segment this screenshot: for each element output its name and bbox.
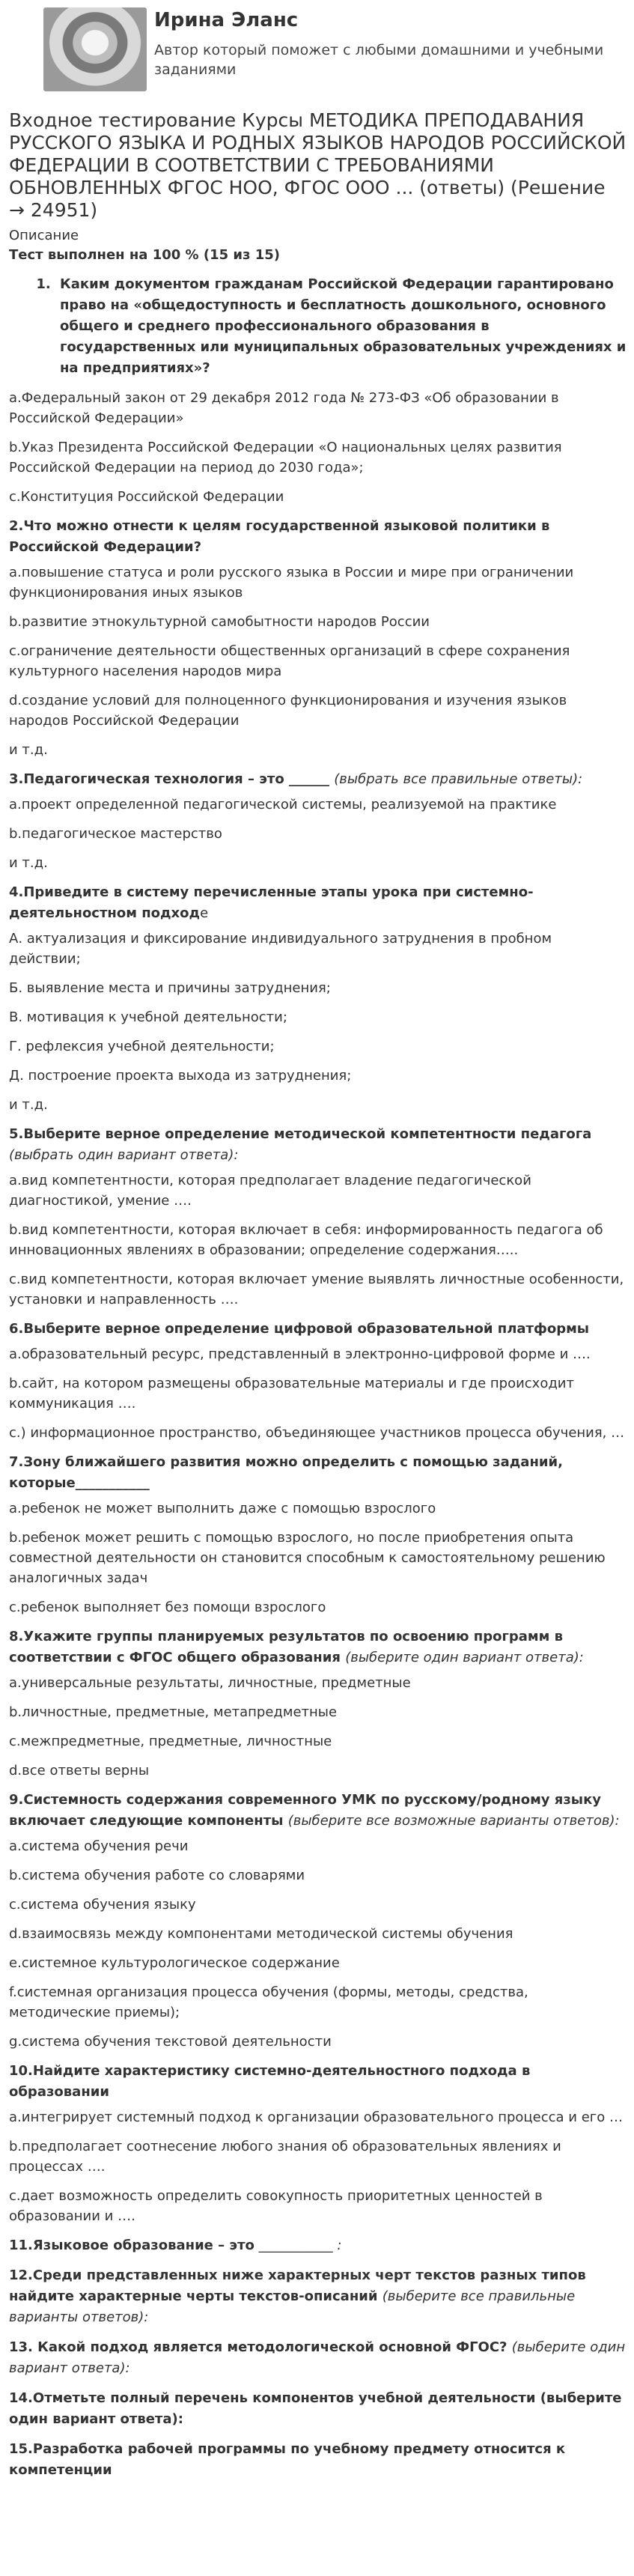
question-8 xyxy=(9,1626,627,1781)
answer-option: a.универсальные результаты, личностные, предметные xyxy=(9,1675,411,1691)
question-14 xyxy=(9,2388,627,2430)
answer-option: c.ребенок выполняет без помощи взрослого xyxy=(9,1600,326,1615)
question-title: 4.Приведите в систему перечисленные этапы урока при системно-деятельностном подход xyxy=(9,884,534,921)
answer-option: a.образовательный ресурс, представленный в электронно-цифровой форме и …. xyxy=(9,1346,591,1362)
question-text xyxy=(9,2337,627,2379)
question-title: 15.Разработка рабочей программы по учебному предмету относится к компетенции xyxy=(9,2441,566,2478)
question-text xyxy=(9,2265,627,2328)
question-1-text: 1. Каким документом гражданам Российской Федерации гарантировано право на «общедоступность и бесплатность дошкольного, основного общего и среднего профессионального образования в государственных или муниципальных образовательных учреждениях и на предприятиях»? xyxy=(55,274,627,379)
question-3 xyxy=(9,769,627,873)
question-7 xyxy=(9,1452,627,1617)
question-text xyxy=(9,2439,627,2481)
question-text xyxy=(9,2061,627,2103)
question-15 xyxy=(9,2439,627,2481)
question-title: 6.Выберите верное определение цифровой образовательной платформы xyxy=(9,1321,590,1337)
answer-option: c.межпредметные, предметные, личностные xyxy=(9,1734,332,1749)
answer-option: и т.д. xyxy=(9,855,48,871)
answer-option: a.повышение статуса и роли русского языка в России и мире при ограничении функционирования иных языков xyxy=(9,565,574,601)
answer-option: a.система обучения речи xyxy=(9,1838,189,1854)
question-title-tail: ___________ : xyxy=(254,2238,342,2253)
question-title: 10.Найдите характеристику системно-деятельностного подхода в образовании xyxy=(9,2063,531,2100)
answer-option: и т.д. xyxy=(9,1097,48,1113)
answer-option: b.предполагает соотнесение любого знания об образовательных явлениях и процессах …. xyxy=(9,2139,561,2175)
question-hint: (выбрать один вариант ответа): xyxy=(9,1147,239,1163)
question-5 xyxy=(9,1124,627,1310)
answer-option: f.системная организация процесса обучения (формы, методы, средства, методические приемы); xyxy=(9,1984,528,2020)
answer-option: Д. построение проекта выхода из затруднения; xyxy=(9,1068,352,1084)
answer-option: c.дает возможность определить совокупность приоритетных ценностей в образовании и …. xyxy=(9,2188,543,2224)
first-question-list xyxy=(9,274,627,379)
answer-option: d.создание условий для полноценного функционирования и изучения языков народов Российской Федерации xyxy=(9,693,567,729)
answer-option: b.сайт, на котором размещены образовательные материалы и где происходит коммуникация …. xyxy=(9,1376,574,1412)
author-avatar[interactable] xyxy=(43,7,147,91)
author-info xyxy=(154,7,627,79)
answer-option: a.проект определенной педагогической системы, реализуемой на практике xyxy=(9,797,557,812)
question-hint: (выберите все правильные варианты ответов): xyxy=(9,2288,576,2325)
answer-option: a.вид компетентности, которая предполагает владение педагогической диагностикой, умение …. xyxy=(9,1173,531,1209)
answer-option: a.Федеральный закон от 29 декабря 2012 года № 273-ФЗ «Об образовании в Российской Федерации» xyxy=(9,390,559,426)
question-hint: (выберите все возможные варианты ответов): xyxy=(287,1813,620,1829)
answer-option: c.) информационное пространство, объединяющее участников процесса обучения, … xyxy=(9,1425,625,1441)
test-result: Тест выполнен на 100 % (15 из 15) xyxy=(9,247,281,263)
answer-option: d.взаимосвязь между компонентами методической системы обучения xyxy=(9,1926,513,1942)
question-title: 13. Какой подход является методологической основной ФГОС? xyxy=(9,2339,507,2355)
question-text xyxy=(9,882,627,924)
author-name[interactable]: Ирина Эланс xyxy=(154,9,299,31)
question-title: 5.Выберите верное определение методической компетентности педагога xyxy=(9,1126,592,1142)
question-hint: (выберите один вариант ответа): xyxy=(345,1650,584,1665)
question-text xyxy=(9,769,627,790)
question-1-options xyxy=(9,388,627,507)
question-hint: (выбрать все правильные ответы): xyxy=(334,771,583,787)
answer-option: g.система обучения текстовой деятельности xyxy=(9,2034,332,2050)
question-text xyxy=(9,2388,627,2430)
answer-option: c.Конституция Российской Федерации xyxy=(9,489,284,505)
answer-option: А. актуализация и фиксирование индивидуального затруднения в пробном действии; xyxy=(9,931,552,967)
question-title: 9.Системность содержания современного УМК по русскому/родному языку включает следующие компоненты xyxy=(9,1792,602,1829)
question-title: 7.Зону ближайшего развития можно определить с помощью заданий, которые___________ xyxy=(9,1454,563,1491)
answer-option: В. мотивация к учебной деятельности; xyxy=(9,1009,287,1025)
author-card xyxy=(9,0,627,103)
answer-option: b.вид компетентности, которая включает в себя: информированность педагога об инновационных явлениях в образовании; определение содержания….. xyxy=(9,1222,603,1258)
description-label: Описание xyxy=(9,228,79,243)
question-text xyxy=(9,516,627,558)
question-11 xyxy=(9,2235,627,2256)
question-12 xyxy=(9,2265,627,2328)
answer-option: c.система обучения языку xyxy=(9,1897,196,1913)
author-description: Автор который поможет с любыми домашними и учебными заданиями xyxy=(154,42,604,78)
question-10 xyxy=(9,2061,627,2226)
answer-option: a.интегрирует системный подход к организации образовательного процесса и его … xyxy=(9,2109,623,2125)
question-13 xyxy=(9,2337,627,2379)
answer-option: и т.д. xyxy=(9,742,48,758)
document-title: Входное тестирование Курсы МЕТОДИКА ПРЕПОДАВАНИЯ РУССКОГО ЯЗЫКА И РОДНЫХ ЯЗЫКОВ НАРОДОВ РОССИЙСКОЙ ФЕДЕРАЦИИ В СООТВЕТСТВИИ С ТРЕБОВАНИЯМИ ОБНОВЛЕННЫХ ФГОС НОО, ФГОС ООО ... (ответы) (Решение → 24951) xyxy=(9,109,627,221)
question-title: 12.Среди представленных ниже характерных черт текстов разных типов найдите характерные черты текстов-описаний xyxy=(9,2267,586,2304)
question-title-tail: е xyxy=(200,905,209,921)
answer-option: d.все ответы верны xyxy=(9,1763,150,1778)
question-text xyxy=(9,1452,627,1494)
question-text xyxy=(9,1124,627,1166)
question-title: 3.Педагогическая технология – это ______ xyxy=(9,771,329,787)
question-title: 11.Языковое образование – это xyxy=(9,2238,254,2253)
question-title: 14.Отметьте полный перечень компонентов учебной деятельности (выберите один вариант ответа): xyxy=(9,2390,622,2427)
question-text xyxy=(9,1319,627,1340)
question-4 xyxy=(9,882,627,1115)
answer-option: b.развитие этнокультурной самобытности народов России xyxy=(9,614,430,630)
question-text xyxy=(9,1790,627,1832)
question-text xyxy=(9,2235,627,2256)
answer-option: a.ребенок не может выполнить даже с помощью взрослого xyxy=(9,1501,436,1516)
answer-option: e.системное культурологическое содержание xyxy=(9,1955,340,1971)
answer-option: b.педагогическое мастерство xyxy=(9,826,222,842)
answer-option: Г. рефлексия учебной деятельности; xyxy=(9,1039,275,1054)
question-9 xyxy=(9,1790,627,2052)
question-title: 8.Укажите группы планируемых результатов по освоению программ в соответствии с ФГОС общего образования xyxy=(9,1629,563,1665)
question-hint: (выберите один вариант ответа): xyxy=(9,2339,626,2376)
answer-option: c.вид компетентности, которая включает умение выявлять личностные особенности, установки и направленность …. xyxy=(9,1272,624,1307)
answer-option: c.ограничение деятельности общественных организаций в сфере сохранения культурного населения народов мира xyxy=(9,643,570,679)
question-6 xyxy=(9,1319,627,1443)
answer-option: b.Указ Президента Российской Федерации «О национальных целях развития Российской Федерации на период до 2030 года»; xyxy=(9,440,562,476)
answer-option: Б. выявление места и причины затруднения; xyxy=(9,980,331,996)
question-title: 2.Что можно отнести к целям государственной языковой политики в Российской Федерации? xyxy=(9,518,550,555)
answer-option: b.система обучения работе со словарями xyxy=(9,1868,305,1883)
answer-option: b.личностные, предметные, метапредметные xyxy=(9,1704,338,1720)
question-2 xyxy=(9,516,627,760)
question-text xyxy=(9,1626,627,1668)
answer-option: b.ребенок может решить с помощью взрослого, но после приобретения опыта совместной деятельности он становится способным к самостоятельному решению аналогичных задач xyxy=(9,1530,606,1586)
